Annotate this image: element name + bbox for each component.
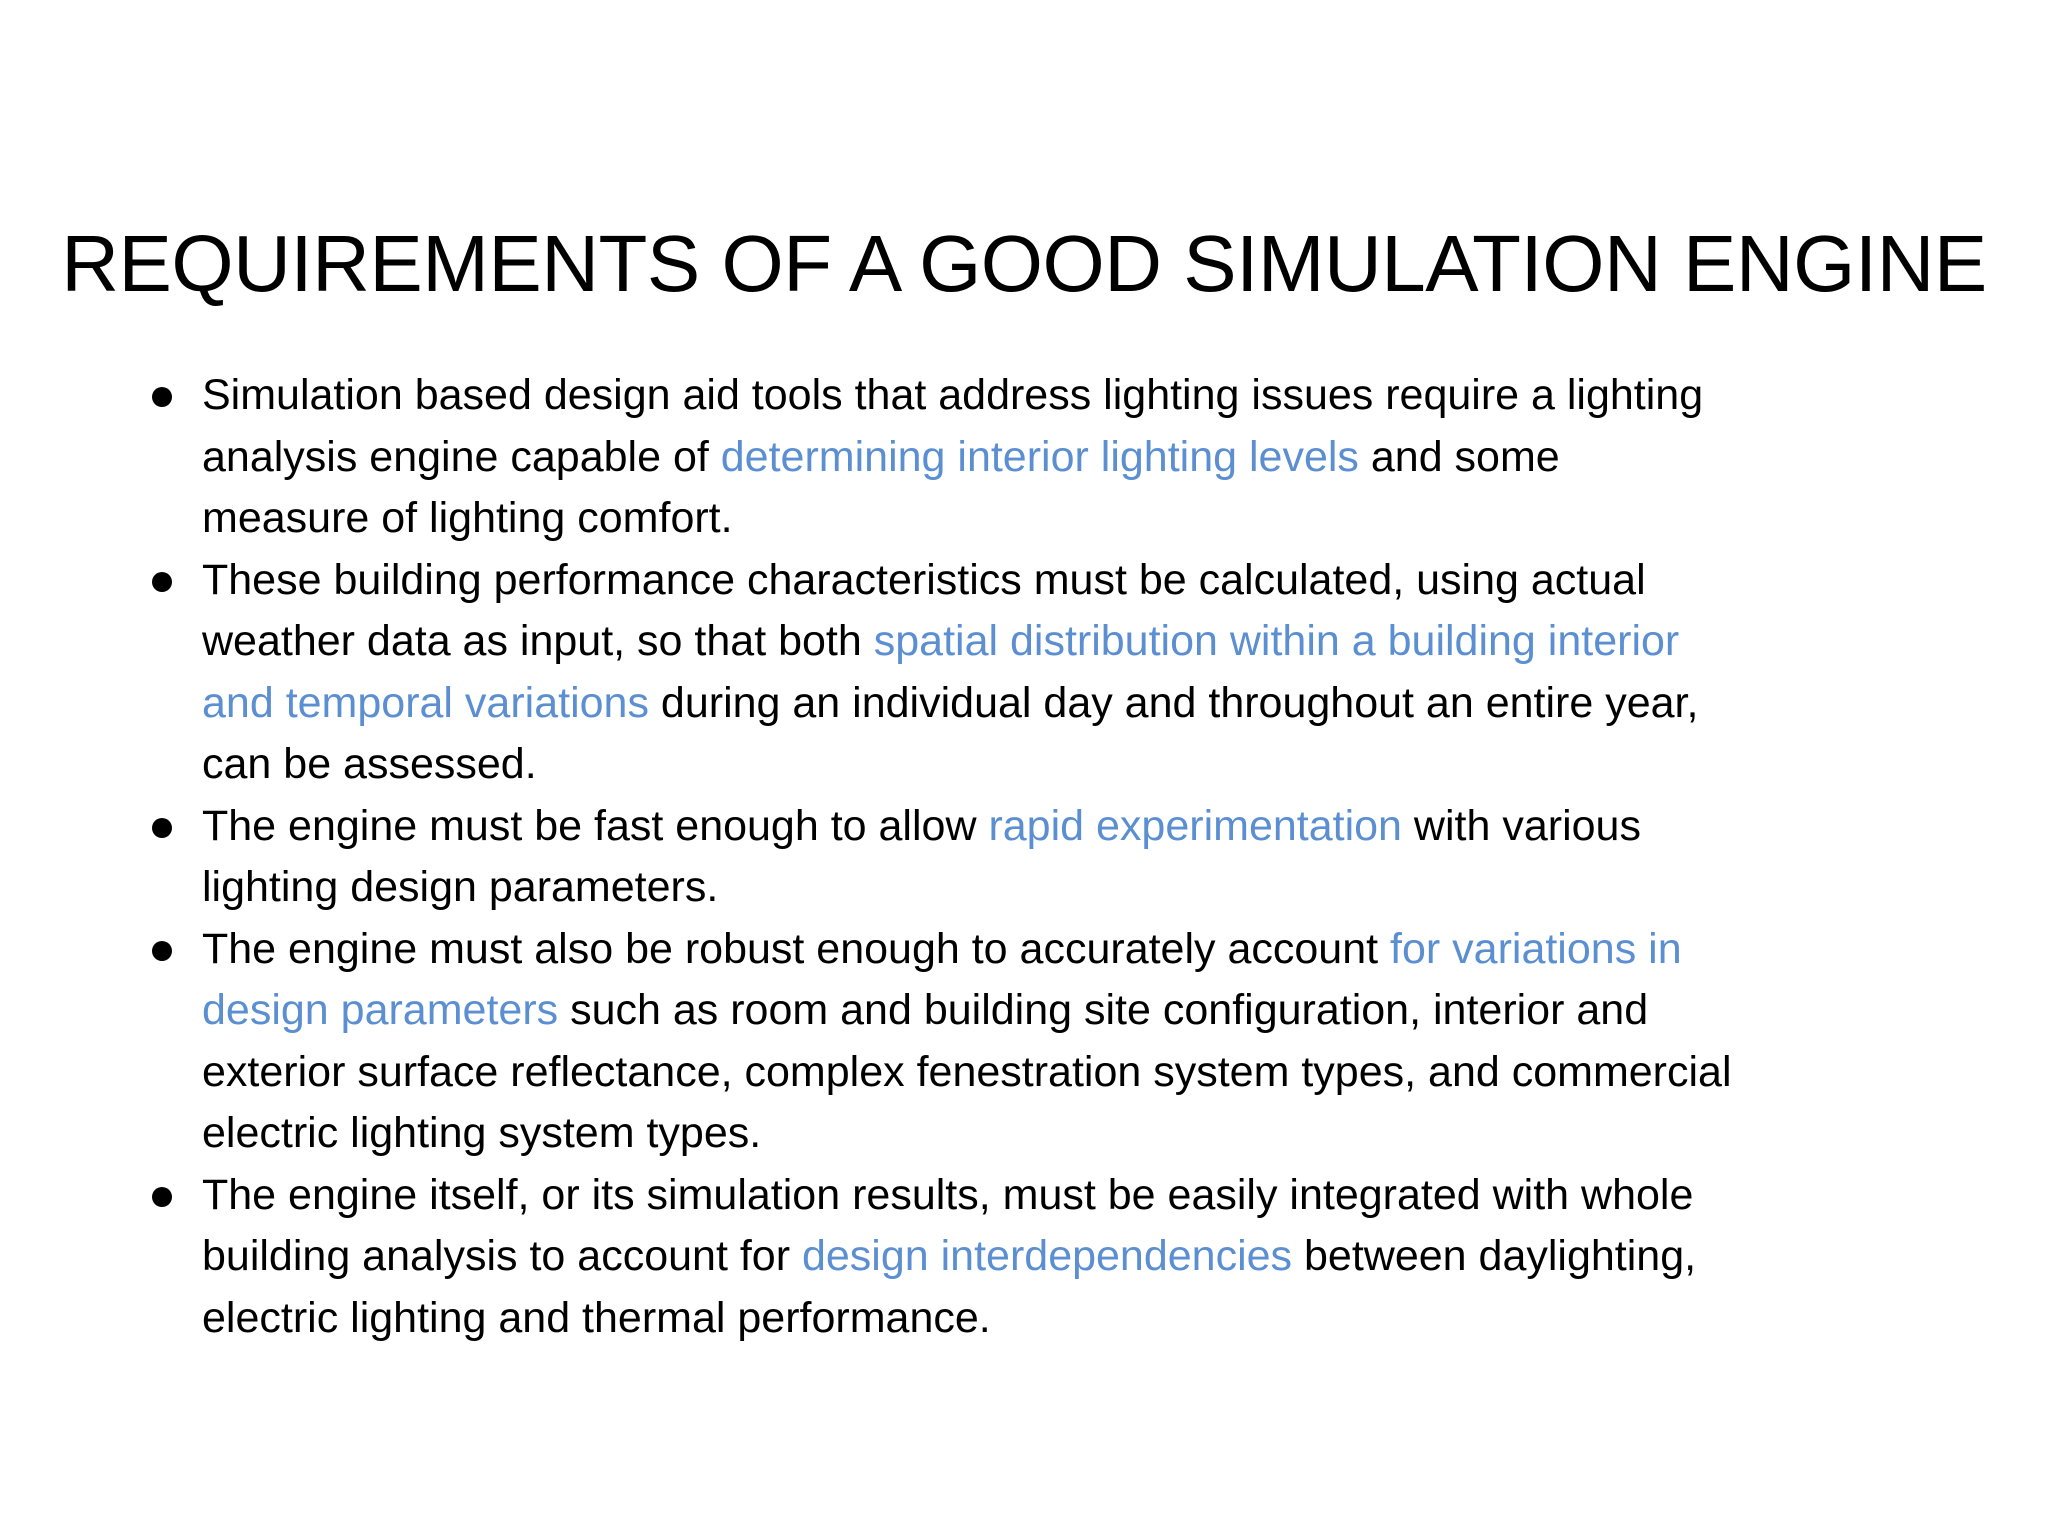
bullet-item (150, 1165, 1890, 1350)
bullet-text: lighting design parameters. (202, 863, 719, 911)
bullet-line (202, 919, 1890, 981)
bullet-text: electric lighting and thermal performance. (202, 1293, 991, 1342)
highlighted-text: design interdependencies (801, 1232, 1293, 1280)
bullet-text: analysis engine capable of (202, 432, 721, 481)
bullet-text: The engine must be fast enough to allow (202, 801, 989, 850)
bullet-line (202, 1042, 1890, 1104)
bullet-dot-icon (152, 941, 172, 961)
bullet-line (202, 550, 1890, 612)
bullet-dot-icon (152, 572, 172, 592)
highlighted-text: rapid experimentation (988, 801, 1402, 850)
highlighted-text: for variations in (1390, 924, 1682, 973)
bullet-text: building analysis to account for (202, 1232, 802, 1280)
highlighted-text: determining interior lighting levels (720, 432, 1359, 481)
bullet-text: can be assessed. (202, 740, 537, 788)
bullet-line (202, 1288, 1890, 1350)
bullet-dot-icon (152, 387, 172, 407)
bullet-item (150, 550, 1890, 796)
bullet-text: and some (1358, 432, 1560, 481)
bullet-line (202, 365, 1890, 427)
bullet-text: Simulation based design aid tools that address lighting issues require a lighting (202, 371, 1704, 419)
bullet-line (202, 857, 1890, 919)
bullet-line (202, 1165, 1890, 1227)
highlighted-text: and temporal variations (202, 678, 649, 727)
bullet-line (202, 1226, 1890, 1288)
bullet-text: during an individual day and throughout an entire year, (648, 678, 1699, 727)
bullet-dot-icon (152, 818, 172, 838)
bullet-line (202, 1103, 1890, 1165)
bullet-line (202, 734, 1890, 796)
highlighted-text: spatial distribution within a building interior (873, 617, 1680, 665)
bullet-text: exterior surface reflectance, complex fenestration system types, and commercial (202, 1047, 1732, 1096)
bullet-item (150, 919, 1890, 1165)
bullet-text: weather data as input, so that both (202, 617, 874, 665)
highlighted-text: design parameters (202, 986, 559, 1034)
bullet-text: measure of lighting comfort. (202, 494, 733, 542)
bullet-line (202, 980, 1890, 1042)
bullet-text: between daylighting, (1292, 1232, 1697, 1280)
bullet-list (150, 365, 1890, 1349)
bullet-item (150, 365, 1890, 550)
bullet-line (202, 673, 1890, 735)
bullet-text: such as room and building site configuration, interior and (558, 986, 1649, 1034)
bullet-line (202, 796, 1890, 858)
bullet-item (150, 796, 1890, 919)
bullet-text: The engine must also be robust enough to accurately account (202, 924, 1391, 973)
bullet-line (202, 488, 1890, 550)
bullet-line (202, 427, 1890, 489)
bullet-text: electric lighting system types. (202, 1109, 762, 1157)
bullet-text: The engine itself, or its simulation results, must be easily integrated with whole (202, 1170, 1694, 1219)
bullet-text: with various (1401, 801, 1641, 850)
slide-title: REQUIREMENTS OF A GOOD SIMULATION ENGINE (61, 218, 1987, 308)
bullet-dot-icon (152, 1187, 172, 1207)
bullet-text: These building performance characteristics must be calculated, using actual (202, 555, 1646, 604)
bullet-line (202, 611, 1890, 673)
